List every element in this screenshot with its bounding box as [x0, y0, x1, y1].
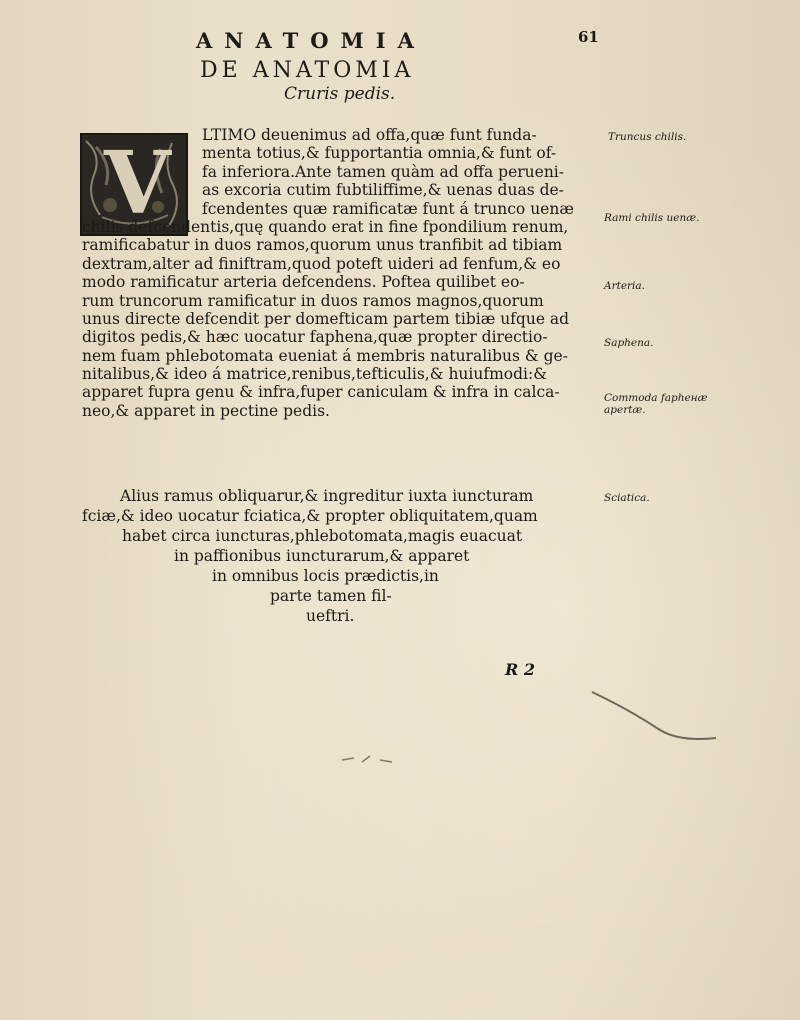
text-line: nem fuam phlebotomata eueniat á membris naturalibus & ge-: [82, 346, 568, 365]
text-line: neo,& apparet in pectine pedis.: [82, 401, 330, 420]
text-line: dextram,alter ad finiftram,quod poteft uideri ad fenfum,& eo: [82, 254, 561, 273]
text-line: LTIMO deuenimus ad offa,quæ funt funda-: [202, 126, 537, 144]
page-title: DE ANATOMIA: [200, 58, 415, 83]
text-line: as excoria cutim fubtiliffime,& uenas duas de-: [202, 181, 564, 200]
section-subtitle: Cruris pedis.: [284, 84, 396, 104]
text-line: nitalibus,& ideo á matrice,renibus,tefticulis,& huiufmodi:&: [82, 365, 548, 384]
text-line: digitos pedis,& hæc uocatur faphena,quæ propter directio-: [82, 328, 548, 347]
text-line: parte tamen fil-: [270, 587, 392, 605]
text-line: ramificabatur in duos ramos,quorum unus tranfibit ad tibiam: [82, 236, 563, 255]
text-line: chilis defcendentis,quę quando erat in fine fpondilium renum,: [82, 217, 569, 236]
marginal-note: Saphena.: [604, 337, 654, 349]
marginal-note: Commoda fapheнæ apertæ.: [604, 392, 708, 416]
text-line: fcendentes quæ ramificatæ funt á trunco uenæ: [202, 199, 574, 218]
text-line: apparet fupra genu & infra,fuper caniculam & infra in calca-: [82, 383, 560, 402]
drop-cap-letter: V: [104, 133, 171, 234]
text-line: menta totius,& fupportantia omnia,& funt of-: [202, 144, 557, 163]
text-line: ueftri.: [306, 607, 355, 625]
ink-stroke-mark: [590, 690, 720, 750]
text-line: in omnibus locis prædictis,in: [212, 567, 439, 585]
text-line: rum truncorum ramificatur in duos ramos magnos,quorum: [82, 291, 544, 310]
marginal-note: Sciatica.: [604, 492, 650, 504]
marginal-note: Truncus chilis.: [608, 131, 687, 143]
text-line: in paffionibus iuncturarum,& apparet: [174, 547, 470, 565]
text-line: fciæ,& ideo uocatur fciatica,& propter obliquitatem,quam: [82, 507, 538, 525]
running-head: ANATOMIA: [196, 28, 426, 53]
paragraph-main: [82, 126, 574, 420]
text-line: habet circa iuncturas,phlebotomata,magis euacuat: [122, 527, 523, 545]
text-line: Alius ramus obliquarur,& ingreditur iuxta iuncturam: [120, 487, 534, 505]
marginal-note: Arteria.: [604, 280, 646, 292]
folio-number: 61: [578, 28, 599, 46]
signature-mark: R 2: [505, 660, 535, 679]
ink-speck-mark: [340, 750, 400, 770]
marginal-note: Rami chilis uenæ.: [604, 212, 700, 224]
text-line: modo ramificatur arteria defcendens. Poftea quilibet eo-: [82, 273, 525, 292]
text-line: fa inferiora.Ante tamen quàm ad offa perueni-: [202, 162, 564, 181]
text-line: unus directe defcendit per domefticam partem tibiæ ufque ad: [82, 309, 570, 328]
